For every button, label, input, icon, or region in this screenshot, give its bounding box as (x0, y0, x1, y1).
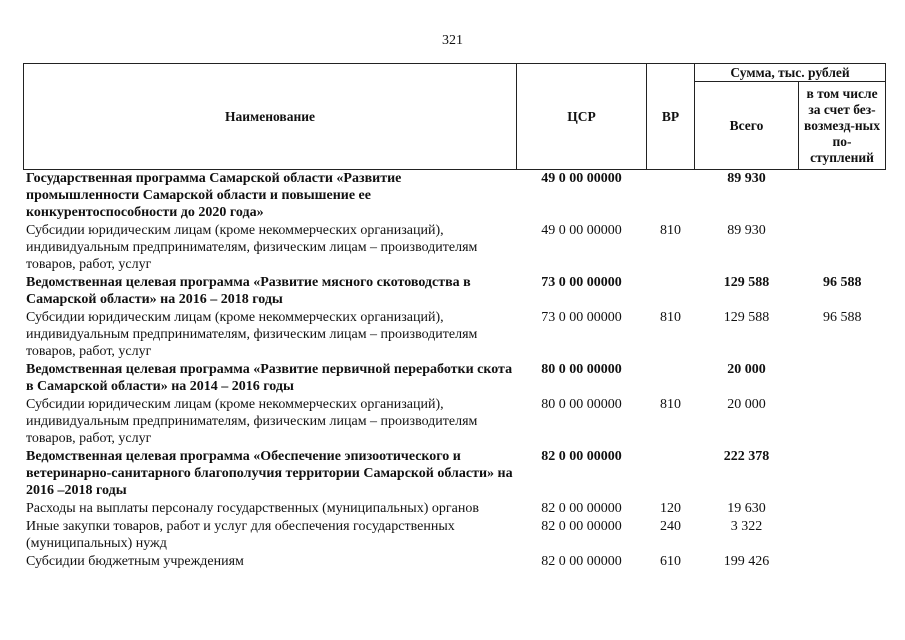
row-csr: 82 0 00 00000 (541, 554, 622, 569)
row-vr (647, 274, 695, 309)
row-name: Ведомственная целевая программа «Развитие мясного скотоводства в Самарской области» на 2016 – 2018 годы (26, 275, 471, 307)
row-grants (799, 396, 886, 448)
expense-row (24, 222, 886, 274)
row-grants (799, 518, 886, 553)
row-total: 3 322 (730, 519, 763, 534)
program-row (24, 274, 886, 309)
row-total: 19 630 (727, 501, 766, 516)
row-total: 129 588 (723, 275, 770, 290)
budget-table (23, 63, 886, 571)
row-grants (799, 170, 886, 223)
row-vr (647, 361, 695, 396)
row-csr: 82 0 00 00000 (541, 519, 622, 534)
row-csr: 49 0 00 00000 (541, 171, 622, 186)
header-total: Всего (695, 82, 799, 170)
row-name: Субсидии юридическим лицам (кроме некоммерческих организаций), индивидуальным предпринимателям, физическим лицам – производителям товаров, работ, услуг (26, 310, 478, 359)
row-total: 129 588 (723, 310, 770, 325)
row-name: Расходы на выплаты персоналу государственных (муниципальных) органов (26, 501, 479, 516)
row-csr: 80 0 00 00000 (541, 397, 622, 412)
row-total: 20 000 (727, 397, 766, 412)
expense-row (24, 553, 886, 571)
row-csr: 82 0 00 00000 (541, 501, 622, 516)
row-name: Субсидии юридическим лицам (кроме некоммерческих организаций), индивидуальным предпринимателям, физическим лицам – производителям товаров, работ, услуг (26, 223, 478, 272)
row-total: 20 000 (727, 362, 766, 377)
expense-row (24, 518, 886, 553)
row-name: Ведомственная целевая программа «Развитие первичной переработки скота в Самарской области» на 2014 – 2016 годы (26, 362, 513, 394)
row-csr: 73 0 00 00000 (541, 310, 622, 325)
row-grants (799, 553, 886, 571)
row-grants (799, 361, 886, 396)
row-vr: 810 (660, 310, 681, 325)
expense-row (24, 309, 886, 361)
row-vr: 240 (660, 519, 681, 534)
row-csr: 80 0 00 00000 (541, 362, 622, 377)
row-grants (799, 222, 886, 274)
header-sum-group: Сумма, тыс. рублей (695, 64, 886, 82)
expense-row (24, 500, 886, 518)
row-grants (799, 448, 886, 500)
header-name: Наименование (24, 64, 517, 170)
row-name: Субсидии юридическим лицам (кроме некоммерческих организаций), индивидуальным предпринимателям, физическим лицам – производителям товаров, работ, услуг (26, 397, 478, 446)
row-name: Ведомственная целевая программа «Обеспечение эпизоотического и ветеринарно-санитарного благополучия территории Самарской области» на 2016 –2018 годы (26, 449, 513, 498)
table-header (24, 64, 886, 170)
row-vr: 610 (660, 554, 681, 569)
row-csr: 73 0 00 00000 (541, 275, 622, 290)
row-grants: 96 588 (823, 275, 862, 290)
row-name: Иные закупки товаров, работ и услуг для обеспечения государственных (муниципальных) нужд (26, 519, 455, 551)
row-total: 222 378 (723, 449, 770, 464)
row-vr: 810 (660, 223, 681, 238)
header-vr: ВР (647, 64, 695, 170)
row-total: 199 426 (723, 554, 770, 569)
program-row (24, 170, 886, 223)
row-csr: 49 0 00 00000 (541, 223, 622, 238)
header-grants: в том числе за счет без-возмезд-ных по-ступлений (799, 82, 886, 170)
row-csr: 82 0 00 00000 (541, 449, 622, 464)
row-total: 89 930 (727, 223, 766, 238)
program-row (24, 361, 886, 396)
row-name: Субсидии бюджетным учреждениям (26, 554, 244, 569)
row-vr (647, 170, 695, 223)
row-vr (647, 448, 695, 500)
row-vr: 810 (660, 397, 681, 412)
row-name: Государственная программа Самарской области «Развитие промышленности Самарской области и повышение ее конкурентоспособности до 2020 года» (26, 171, 402, 220)
row-vr: 120 (660, 501, 681, 516)
expense-row (24, 396, 886, 448)
row-grants (799, 500, 886, 518)
row-grants: 96 588 (823, 310, 862, 325)
row-total: 89 930 (727, 171, 766, 186)
table-body (24, 170, 886, 572)
header-csr: ЦСР (517, 64, 647, 170)
page-number: 321 (442, 33, 463, 48)
program-row (24, 448, 886, 500)
